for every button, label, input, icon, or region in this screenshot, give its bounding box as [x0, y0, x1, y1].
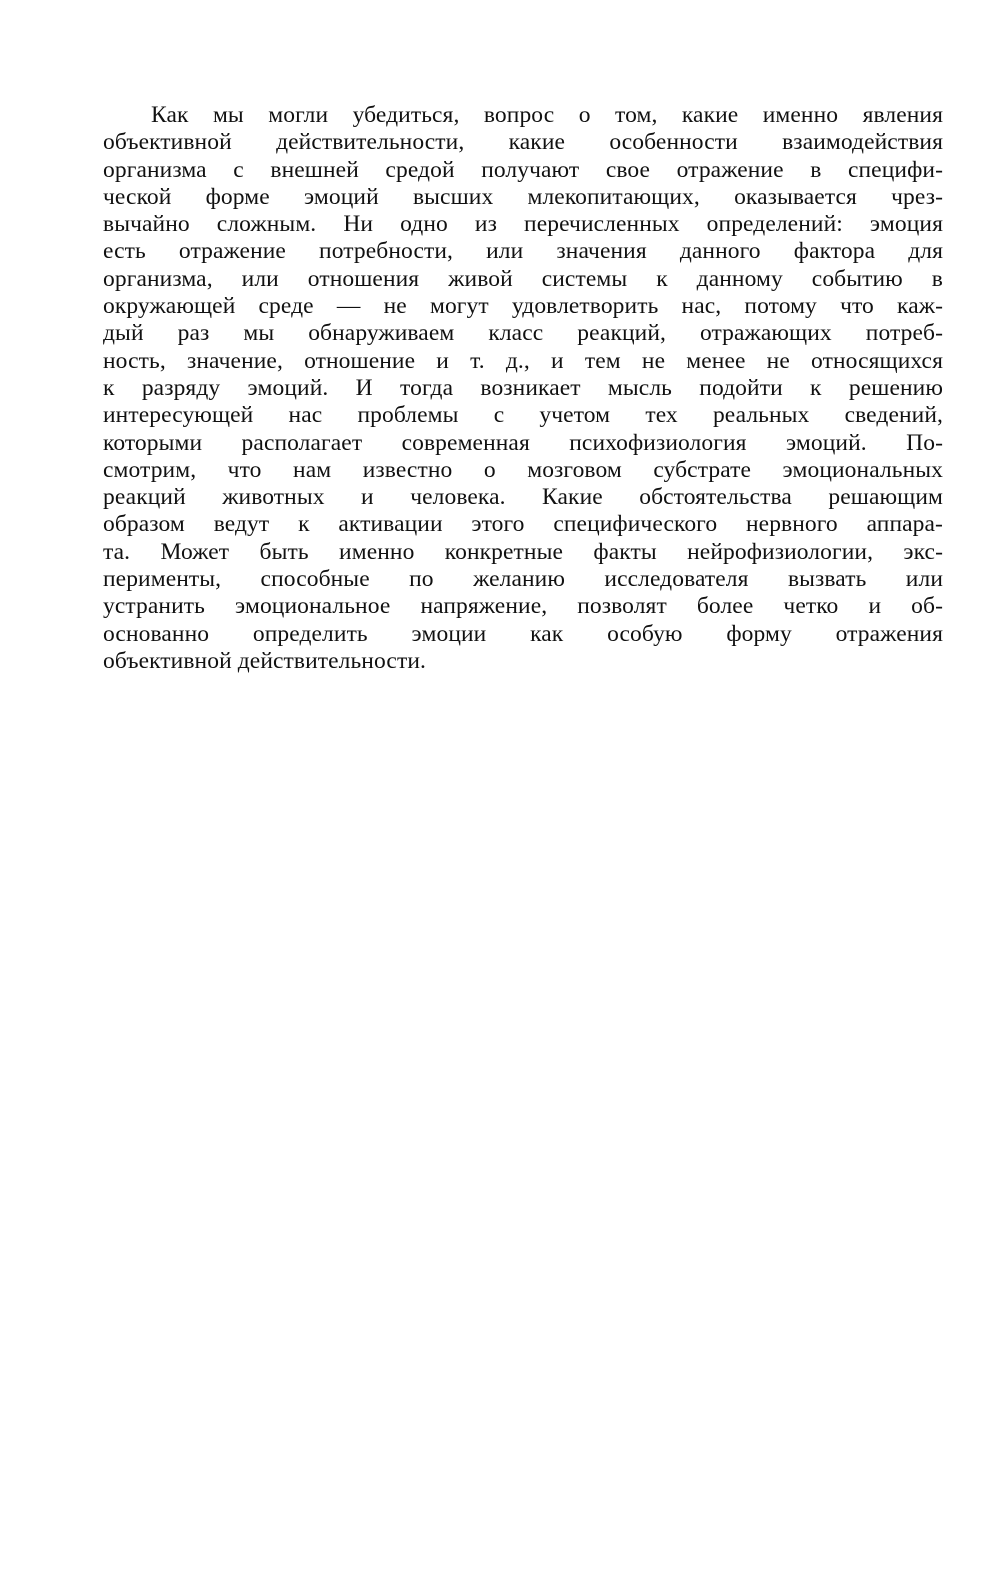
paragraph-line: перименты, способные по желанию исследователя вызвать или [103, 566, 943, 593]
paragraph-line: смотрим, что нам известно о мозговом субстрате эмоциональных [103, 456, 943, 483]
paragraph-line: ческой форме эмоций высших млекопитающих, оказывается чрез- [103, 183, 943, 210]
paragraph-line: Как мы могли убедиться, вопрос о том, какие именно явления [151, 102, 943, 128]
paragraph-line: основанно определить эмоции как особую форму отражения [103, 620, 943, 647]
paragraph-line: та. Может быть именно конкретные факты нейрофизиологии, экс- [103, 538, 943, 565]
paragraph-line: объективной действительности, какие особенности взаимодействия [103, 129, 943, 156]
paragraph-line: окружающей среде — не могут удовлетворить нас, потому что каж- [103, 293, 943, 320]
paragraph-line: к разряду эмоций. И тогда возникает мысль подойти к решению [103, 374, 943, 401]
paragraph-line: интересующей нас проблемы с учетом тех реальных сведений, [103, 402, 943, 429]
paragraph-line: устранить эмоциональное напряжение, позволят более четко и об- [103, 593, 943, 620]
paragraph-line: вычайно сложным. Ни одно из перечисленных определений: эмоция [103, 211, 943, 238]
paragraph-line: образом ведут к активации этого специфического нервного аппара- [103, 511, 943, 538]
paragraph-line: реакций животных и человека. Какие обстоятельства решающим [103, 484, 943, 511]
paragraph-line: организма, или отношения живой системы к данному событию в [103, 265, 943, 292]
paragraph-line: дый раз мы обнаруживаем класс реакций, отражающих потреб- [103, 320, 943, 347]
body-paragraph [103, 102, 943, 675]
paragraph-line: объективной действительности. [103, 647, 426, 674]
paragraph-line: организма с внешней средой получают свое отражение в специфи- [103, 156, 943, 183]
paragraph-line: есть отражение потребности, или значения данного фактора для [103, 238, 943, 265]
paragraph-line: которыми располагает современная психофизиология эмоций. По- [103, 429, 943, 456]
paragraph-line: ность, значение, отношение и т. д., и тем не менее не относящихся [103, 347, 943, 374]
